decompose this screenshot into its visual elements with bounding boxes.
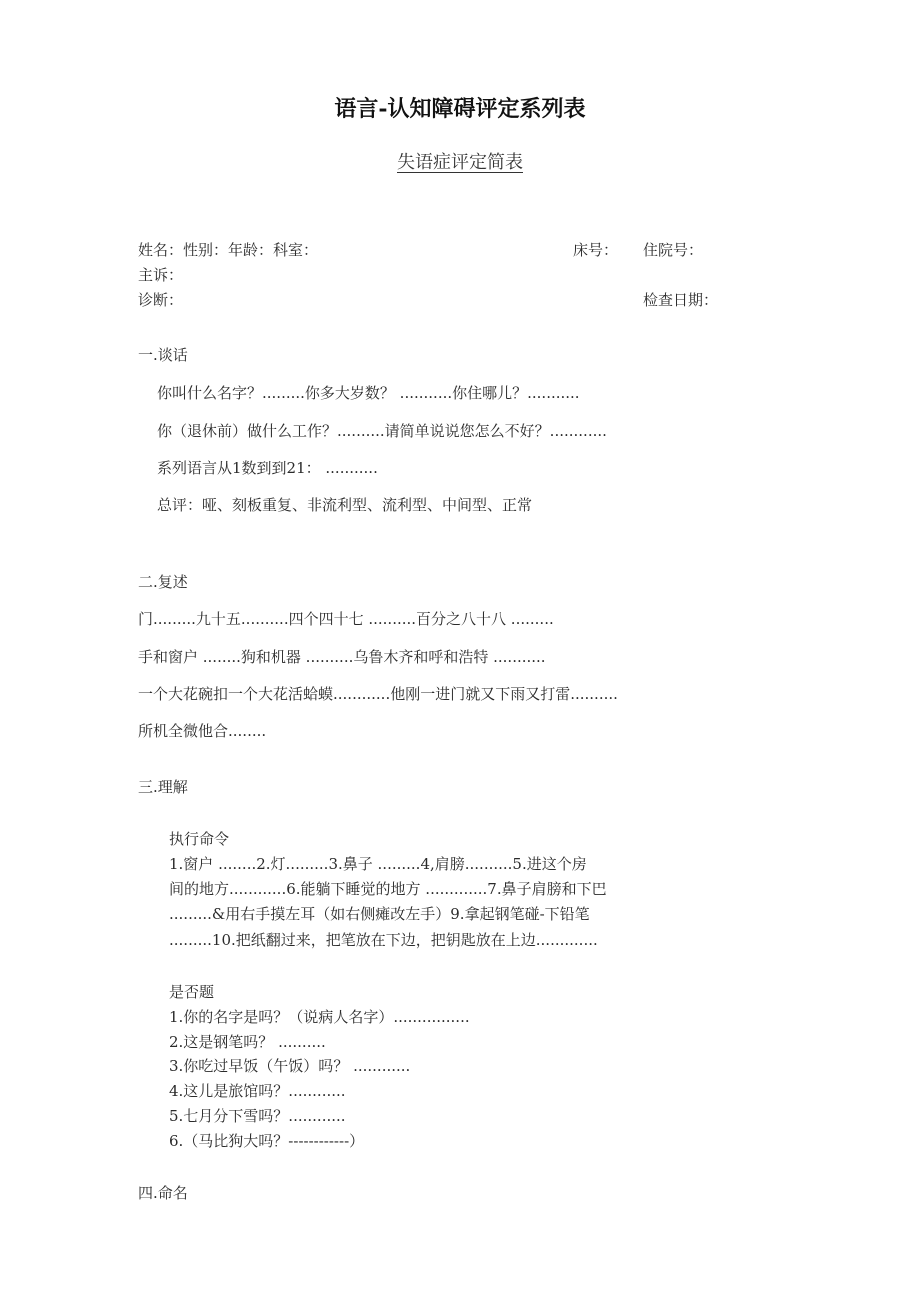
conversation-line: 系列语言从1数到到21： ........... — [157, 459, 378, 477]
bed-number-field: 床号： — [573, 241, 619, 259]
section-repetition-heading: 二.复述 — [138, 573, 188, 591]
commands-title: 执行命令 — [169, 830, 230, 848]
diagnosis-field: 诊断： — [138, 291, 184, 309]
yesno-item: 5.七月分下雪吗？............ — [169, 1107, 346, 1125]
conversation-line: 你（退休前）做什么工作？..........请简单说说您怎么不好？............ — [157, 422, 607, 440]
conversation-summary: 总评：哑、刻板重复、非流利型、流利型、中间型、正常 — [157, 496, 533, 514]
document-title: 语言-认知障碍评定系列表 — [334, 96, 586, 122]
section-conversation-heading: 一.谈话 — [138, 346, 188, 364]
exam-date-field: 检查日期： — [643, 291, 719, 309]
subtitle-text: 失语症评定简表 — [397, 152, 523, 173]
command-line: 1.窗户 ........2.灯.........3.鼻子 .........4,肩膀..........5.进这个房 — [169, 855, 587, 873]
chief-complaint-field: 主诉： — [138, 266, 184, 284]
document-subtitle — [0, 154, 920, 172]
section-naming-heading: 四.命名 — [138, 1184, 188, 1202]
yesno-item: 6.（马比狗大吗？------------） — [169, 1132, 365, 1150]
yesno-item: 4.这儿是旅馆吗？............ — [169, 1082, 346, 1100]
repetition-line: 所机全微他合........ — [138, 722, 267, 740]
repetition-line: 一个大花碗扣一个大花活蛤蟆............他刚一进门就又下雨又打雷.......... — [138, 685, 618, 703]
yesno-item: 2.这是钢笔吗？ .......... — [169, 1033, 326, 1051]
command-line: .........10.把纸翻过来，把笔放在下边，把钥匙放在上边............. — [169, 931, 598, 949]
repetition-line: 手和窗户 ........狗和机器 ..........乌鲁木齐和呼和浩特 ........... — [138, 648, 546, 666]
yesno-item: 3.你吃过早饭（午饭）吗？ ............ — [169, 1057, 411, 1075]
admission-number-field: 住院号： — [643, 241, 704, 259]
command-line: 间的地方............6.能躺下睡觉的地方 .............7.鼻子肩膀和下巴 — [169, 880, 607, 898]
yesno-title: 是否题 — [169, 983, 215, 1001]
conversation-line: 你叫什么名字？.........你多大岁数？ ...........你住哪儿？........... — [157, 384, 580, 402]
section-comprehension-heading: 三.理解 — [138, 778, 188, 796]
patient-info-fields: 姓名：性别：年龄：科室： — [138, 241, 319, 259]
command-line: .........&用右手摸左耳（如右侧瘫改左手）9.拿起钢笔碰-下铅笔 — [169, 905, 590, 923]
repetition-line: 门.........九十五..........四个四十七 ..........百分之八十八 ......... — [138, 610, 554, 628]
yesno-item: 1.你的名字是吗？（说病人名字）................ — [169, 1008, 470, 1026]
